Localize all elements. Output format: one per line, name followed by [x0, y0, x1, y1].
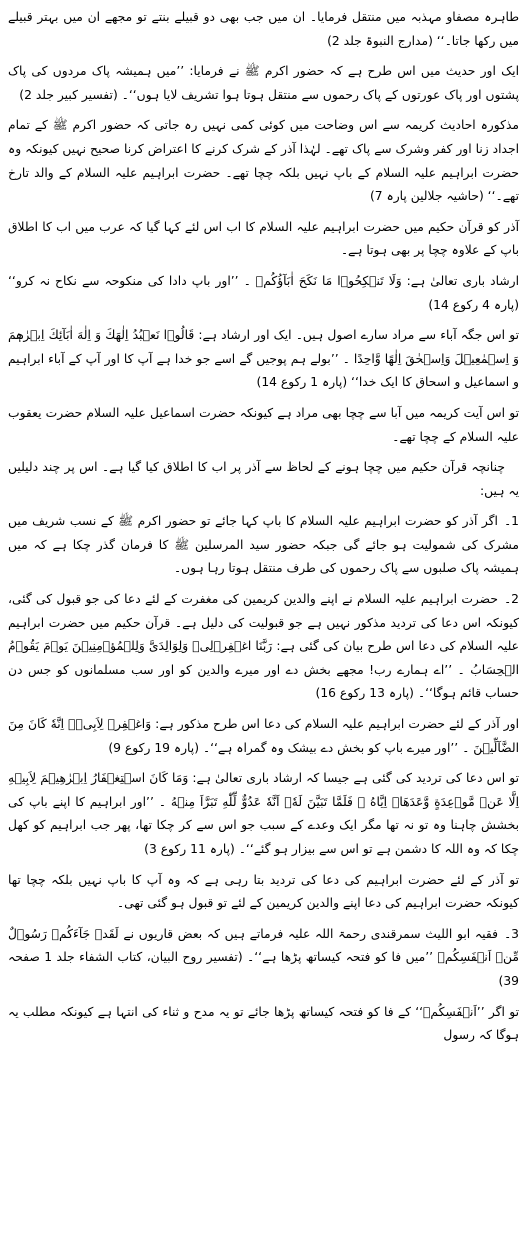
paragraph-text: اگر آذر کو حضرت ابراہیم علیہ السلام کا باپ کہا جائے تو حضور اکرم ﷺ کے نسب شریف میں مشرک کی شمولیت ہو جائے گی جبکہ حضور سید المرسلین ﷺ کا فرمان گذر چکا ہے کہ میں ہمیشہ پاک صلبوں سے پاک رحموں کی طرف منتقل ہوتا رہا ہوں۔ — [8, 514, 519, 576]
paragraph-13: تو آذر کے لئے حضرت ابراہیم کی دعا کی تردید بتا رہی ہے کہ وہ آپ کا باپ نہیں بلکہ چچا تھا کیونکہ حضرت ابراہیم کی دعا اپنے والدین کریمین کے لئے تو قبول ہو گئی تھی۔ — [8, 872, 519, 911]
paragraph-3: مذکورہ احادیث کریمہ سے اس وضاحت میں کوئی کمی نہیں رہ جاتی کہ حضور اکرم ﷺ کے تمام اجداد زنا اور کفر وشرک سے پاک تھے۔ لہٰذا آذر کے شرک کرنے کا اعتراض کرنا صحیح نہیں کیونکہ وہ حضرت ابراہیم علیہ السلام کے باپ نہیں بلکہ چچا تھے۔ حضرت ابراہیم علیہ السلام کے والد تارخ تھے۔‘‘ (حاشیہ جلالین پارہ 7) — [8, 118, 519, 204]
paragraph-number: 3۔ — [503, 926, 519, 941]
paragraph-2: ایک اور حدیث میں اس طرح ہے کہ حضور اکرم ﷺ نے فرمایا: ’’میں ہمیشہ پاک مردوں کی پاک پشتوں اور پاک عورتوں کے پاک رحموں سے منتقل ہوتا ہوا تشریف لایا ہوں‘‘۔ (تفسیر کبیر جلد 2) — [8, 64, 519, 102]
paragraph-4: آذر کو قرآن حکیم میں حضرت ابراہیم علیہ السلام کا اب اس لئے کہا گیا کہ عرب میں اب کا اطلاق باپ کے علاوہ چچا پر بھی ہوتا ہے۔ — [8, 219, 519, 258]
paragraph-6: تو اس جگہ آباء سے مراد سارے اصول ہیں۔ ایک اور ارشاد ہے: قَالُوۡا نَعۡبُدُ اِلٰهَكَ وَ اِلٰهَ اٰبَآئِكَ اِبۡرٰهٖمَ وَ اِسۡمٰعِيۡلَ وَاِسۡحٰقَ اِلٰهًا وَّاحِدًا ۔ ’’بولے ہم پوجیں گے اسے جو خدا ہے آپ کا اور آپ کے آباء ابراہیم و اسماعیل و اسحاق کا ایک خدا‘‘ (پارہ 1 رکوع 14) — [8, 328, 519, 390]
paragraph-5: ارشاد باری تعالیٰ ہے: وَلَا تَنۡكِحُوۡا مَا نَكَحَ اٰبَآؤُكُمۡ ۔ ’’اور باپ دادا کی منکوحہ سے نکاح نہ کرو‘‘ (پارہ 4 رکوع 14) — [8, 273, 519, 312]
paragraph-text: فقیہ ابو اللیث سمرقندی رحمۃ اللہ علیہ فرماتے ہیں کہ بعض قاریوں نے لَقَدۡ جَآءَكُمۡ رَسُوۡلٌ مِّنۡ اَنۡفَسِكُمۡ ’’میں فا کو فتحہ کیساتھ پڑھا ہے‘‘۔ (تفسیر روح البیان، کتاب الشفاء جلد 1 صفحہ 39) — [8, 926, 520, 988]
paragraph-1: طاہرہ مصفاو مہذبہ میں منتقل فرمایا۔ ان میں جب بھی دو قبیلے بنتے تو مجھے ان میں بہتر قبیلے میں رکھا جاتا۔‘‘ (مدارج النبوۃ جلد 2) — [8, 10, 519, 48]
paragraph-8: چنانچہ قرآن حکیم میں چچا ہونے کے لحاظ سے آذر پر اب کا اطلاق کیا گیا ہے۔ اس پر چند دلیلیں یہ ہیں: — [8, 460, 519, 498]
paragraph-text: حضرت ابراہیم علیہ السلام نے اپنے والدین کریمین کی مغفرت کے لئے دعا کی جو قبول کی گئی، کیونکہ اس دعا کی تردید مذکور نہیں ہے جو قبولیت کی دلیل ہے۔ قرآن حکیم میں حضرت ابراہیم علیہ السلام کی دعا اس طرح بیان کی گئی ہے: رَبَّنَا اغۡفِرۡلِىۡ وَلِوَالِدَىَّ وَلِلۡمُؤۡمِنِيۡنَ يَوۡمَ يَقُوۡمُ الۡحِسَابُ ۔ ’’اے ہمارے رب! مجھے بخش دے اور میرے والدین کو اور سب مسلمانوں کو جس دن حساب قائم ہوگا‘‘۔ (پارہ 13 رکوع 16) — [8, 592, 519, 701]
paragraph-12: تو اس دعا کی تردید کی گئی ہے جیسا کہ ارشاد باری تعالیٰ ہے: وَمَا كَانَ اسۡتِغۡفَارُ اِبۡرٰهِيۡمَ لِاَبِيۡهِ اِلَّا عَنۡ مَّوۡعِدَةٍ وَّعَدَهَاۤ اِيَّاهُ ۚ فَلَمَّا تَبَيَّنَ لَهٗۤ اَنَّهٗ عَدُوٌّ لِّلّٰهِ تَبَرَّاَ مِنۡهُ ۔ ’’اور ابراہیم کا اپنے باپ کی بخشش چاہنا وہ تو نہ تھا مگر ایک وعدے کے سبب جو اس سے کر چکا تھا، پھر جب ابراہیم کو کھل چکا کہ وہ اللہ کا دشمن ہے تو اس سے بیزار ہو گئے‘‘۔ (پارہ 11 رکوع 3) — [8, 771, 519, 856]
paragraph-11: اور آذر کے لئے حضرت ابراہیم علیہ السلام کی دعا اس طرح مذکور ہے: وَاغۡفِرۡ لِاَبِىۡۤ اِنَّهٗ كَانَ مِنَ الضَّآلِّيۡنَ ۔ ’’اور میرے باپ کو بخش دے بیشک وہ گمراہ ہے‘‘۔ (پارہ 19 رکوع 9) — [8, 717, 519, 755]
numbered-paragraph-1 — [8, 510, 519, 581]
paragraph-7: تو اس آیت کریمہ میں آبا سے چچا بھی مراد ہے کیونکہ حضرت اسماعیل علیہ السلام حضرت یعقوب علیہ السلام کے چچا تھے۔ — [8, 405, 519, 444]
numbered-paragraph-2 — [8, 588, 519, 706]
paragraph-number: 1۔ — [503, 514, 519, 529]
numbered-paragraph-3 — [8, 923, 519, 994]
paragraph-number: 2۔ — [503, 592, 519, 607]
paragraph-15: تو اگر ’’اَنۡفَسِكُمۡ‘‘ کے فا کو فتحہ کیساتھ پڑھا جائے تو یہ مدح و ثناء کی انتہا ہے کیونکہ مطلب یہ ہوگا کہ رسول — [8, 1004, 519, 1043]
